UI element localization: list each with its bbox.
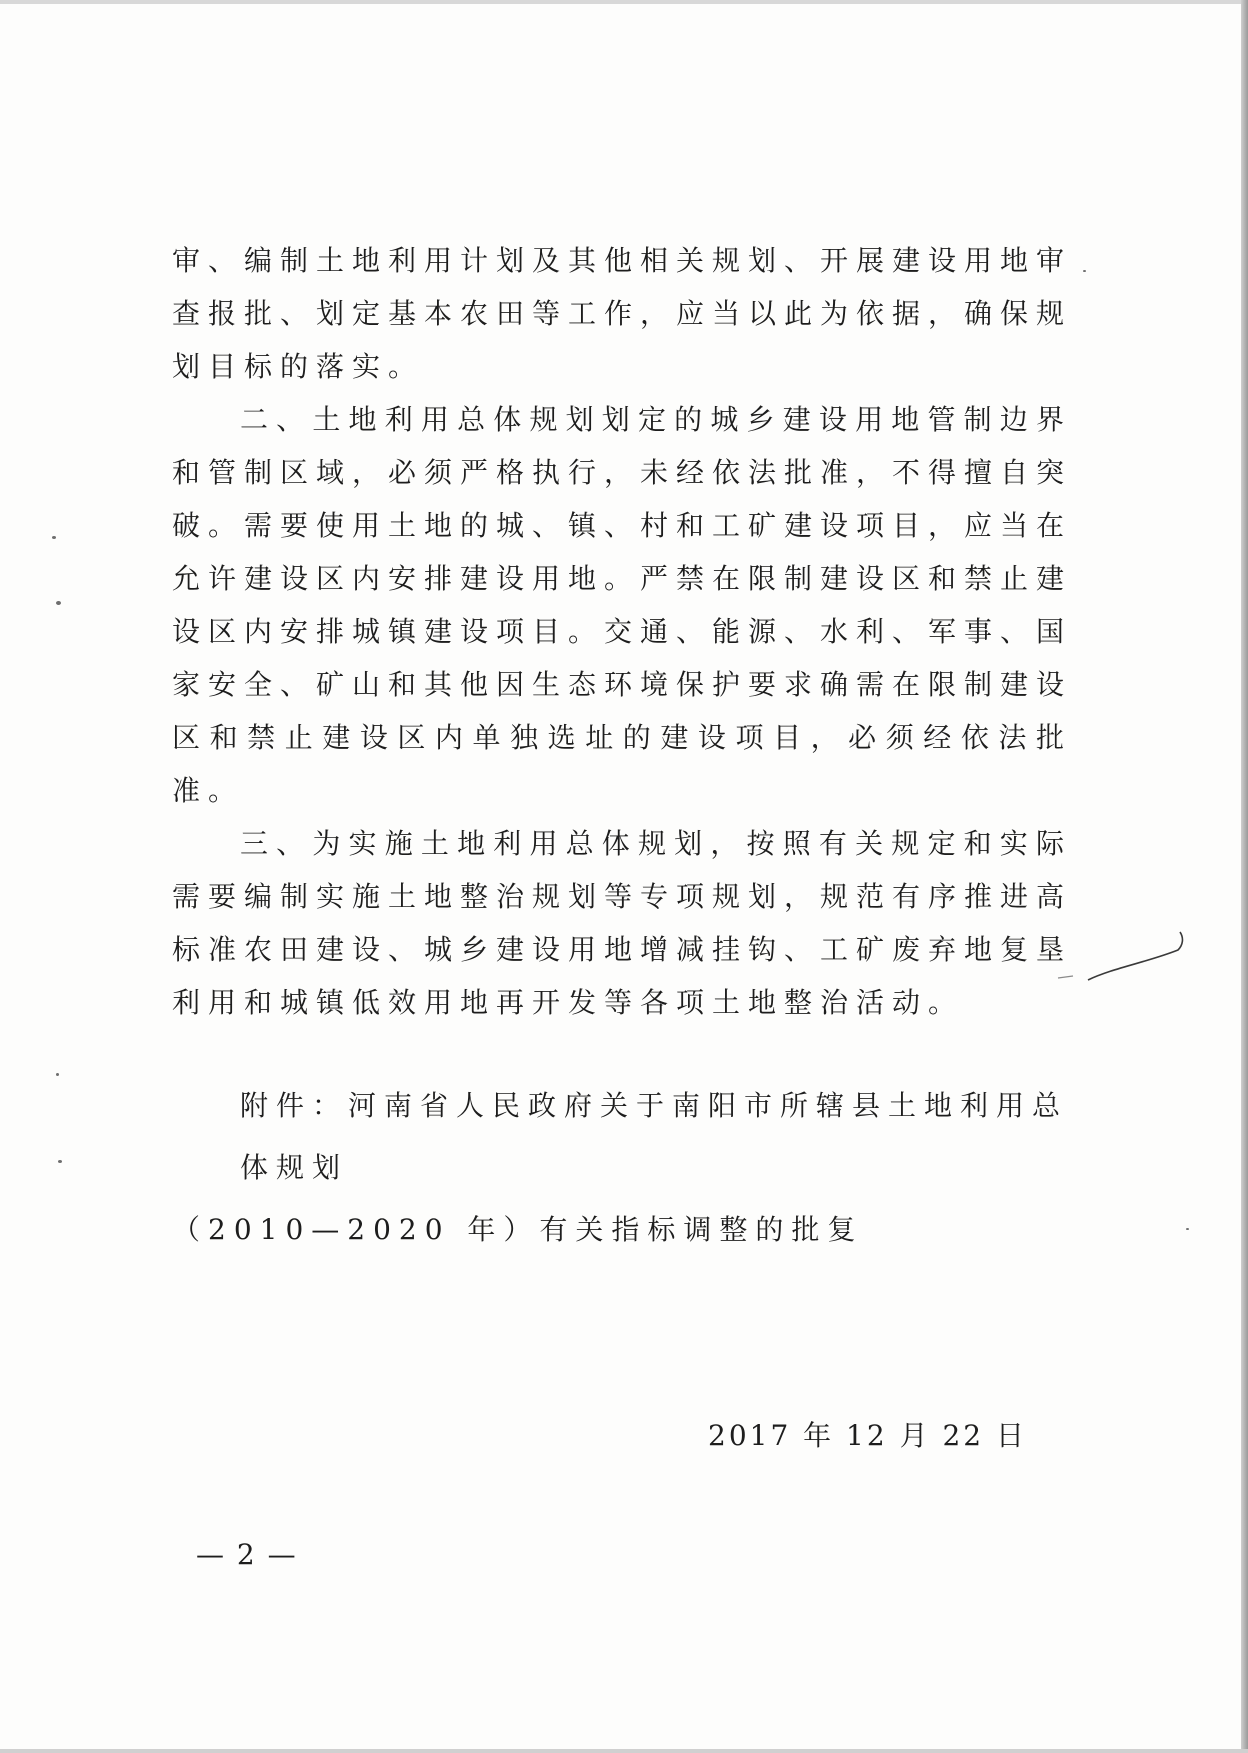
attachment-line-2: （2010—2020 年）有关指标调整的批复 xyxy=(172,1213,864,1246)
scan-edge-top xyxy=(0,0,1248,4)
attachment-note xyxy=(172,1075,1072,1261)
pen-stroke-mark xyxy=(1028,920,1188,990)
paragraph-section-2: 二、土地利用总体规划划定的城乡建设用地管制边界和管制区域，必须严格执行，未经依法批准，不得擅自突破。需要使用土地的城、镇、村和工矿建设项目，应当在允许建设区内安排建设用地。严禁在限制建设区和禁止建设区内安排城镇建设项目。交通、能源、水利、军事、国家安全、矿山和其他因生态环境保护要求确需在限制建设区和禁止建设区内单独选址的建设项目，必须经依法批准。 xyxy=(172,403,1073,807)
scan-speck xyxy=(52,536,56,539)
scan-speck xyxy=(1186,1228,1189,1230)
attachment-line-1: 附件：河南省人民政府关于南阳市所辖县土地利用总体规划 xyxy=(240,1089,1069,1184)
scan-speck xyxy=(58,1160,62,1163)
paragraph-section-3: 三、为实施土地利用总体规划，按照有关规定和实际需要编制实施土地整治规划等专项规划，规范有序推进高标准农田建设、城乡建设用地增减挂钩、工矿废弃地复垦利用和城镇低效用地再开发等各项土地整治活动。 xyxy=(172,827,1073,1019)
scan-edge-bottom xyxy=(0,1749,1248,1753)
scan-speck xyxy=(56,1073,59,1076)
page-number: — 2 — xyxy=(196,1538,298,1571)
scan-edge-right xyxy=(1241,0,1248,1753)
document-body xyxy=(172,234,1072,1029)
document-date: 2017 年 12 月 22 日 xyxy=(708,1419,1028,1452)
scan-speck xyxy=(1083,270,1086,272)
scan-speck xyxy=(56,601,61,605)
paragraph-continuation: 审、编制土地利用计划及其他相关规划、开展建设用地审查报批、划定基本农田等工作，应当以此为依据，确保规划目标的落实。 xyxy=(172,244,1073,383)
